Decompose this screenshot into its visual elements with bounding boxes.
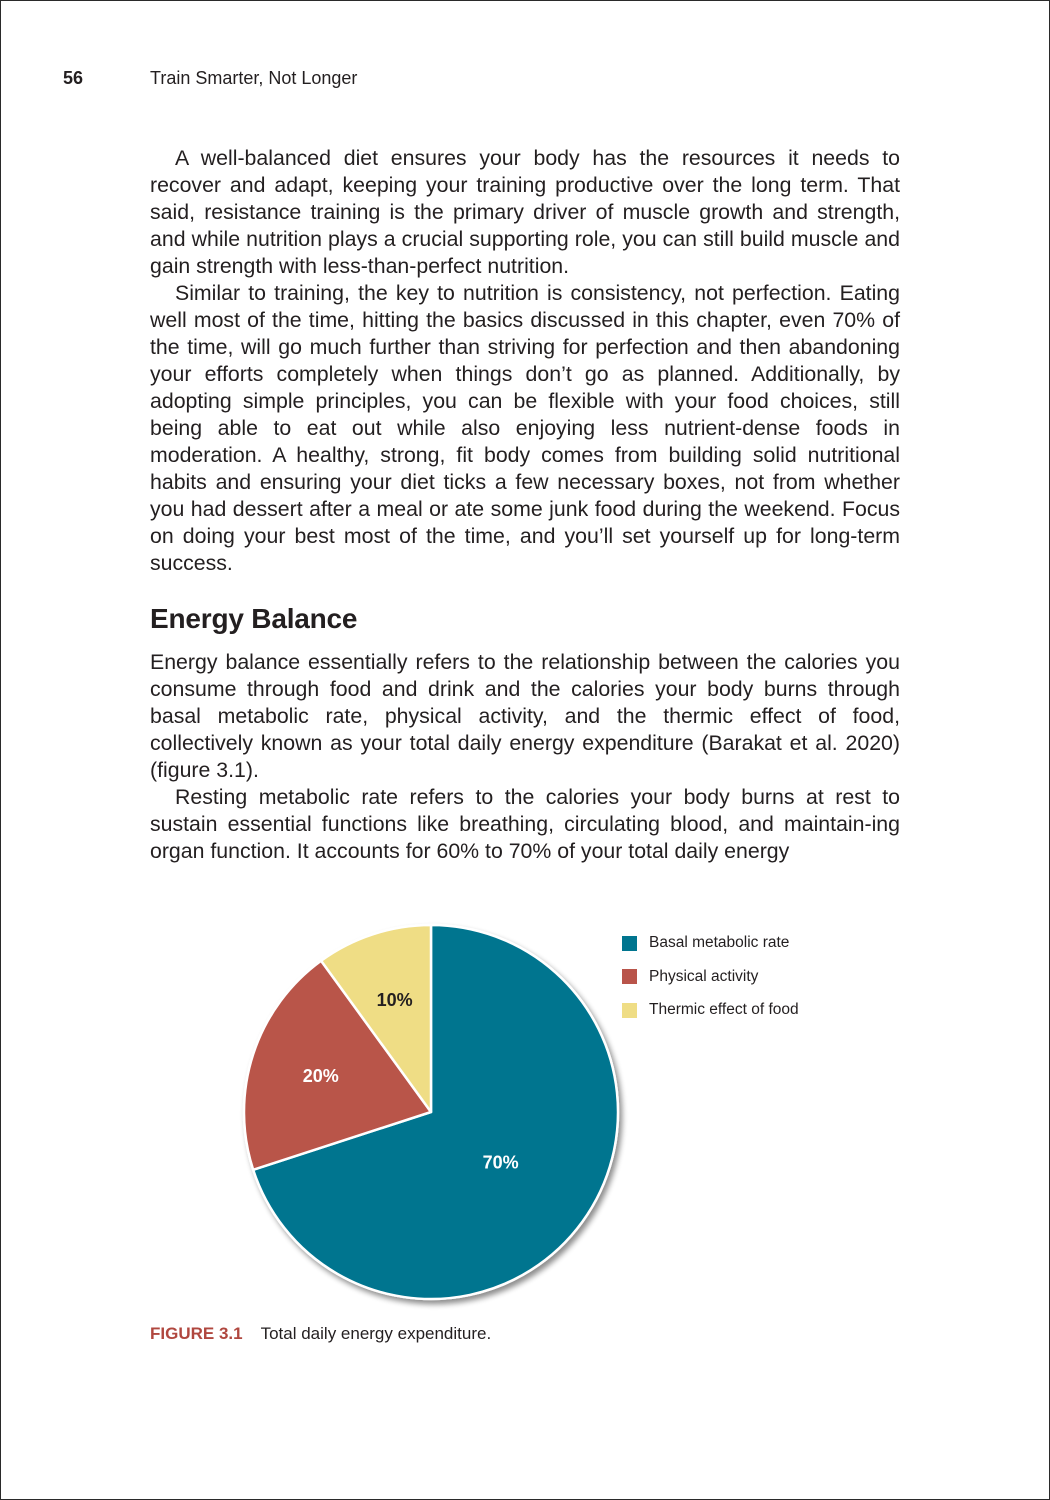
intro-text bbox=[150, 145, 900, 577]
pie-label-thermic-effect-of-food: 10% bbox=[376, 989, 413, 1010]
legend-item-basal-metabolic-rate bbox=[622, 932, 882, 954]
pie-label-physical-activity: 20% bbox=[302, 1066, 339, 1087]
pie-label-basal-metabolic-rate: 70% bbox=[482, 1152, 519, 1173]
running-title: Train Smarter, Not Longer bbox=[150, 68, 358, 88]
section-text bbox=[150, 649, 900, 865]
legend-label-thermic-effect-of-food: Thermic effect of food bbox=[649, 1001, 799, 1018]
pie-chart bbox=[230, 915, 640, 1315]
figure-label: FIGURE 3.1 bbox=[150, 1324, 243, 1343]
figure-caption bbox=[150, 1324, 491, 1344]
section-paragraph-2: Resting metabolic rate refers to the calories your body burns at rest to sustain essential functions like breathing, circulating blood, and maintain-ing organ function. It accounts for 60% to 70% of your total daily energy bbox=[150, 785, 900, 863]
legend-label-basal-metabolic-rate: Basal metabolic rate bbox=[649, 934, 790, 951]
legend-swatch-basal-metabolic-rate bbox=[622, 936, 637, 951]
section-paragraph-1: Energy balance essentially refers to the relationship between the calories you consume through food and drink and the calories your body burns through basal metabolic rate, physical activity, and the thermic effect of food, collectively known as your total daily energy expenditure (Barakat et al. 2020) (figure 3.1). bbox=[150, 650, 900, 782]
legend-item-thermic-effect-of-food bbox=[622, 999, 882, 1021]
intro-paragraph-1: A well-balanced diet ensures your body has the resources it needs to recover and adapt, keeping your training productive over the long term. That said, resistance training is the primary driver of muscle growth and strength, and while nutrition plays a crucial supporting role, you can still build muscle and gain strength with less-than-perfect nutrition. bbox=[150, 146, 900, 278]
legend-swatch-physical-activity bbox=[622, 969, 637, 984]
legend-label-physical-activity: Physical activity bbox=[649, 967, 759, 985]
figure-caption-text: Total daily energy expenditure. bbox=[260, 1324, 492, 1343]
legend-item-physical-activity bbox=[622, 966, 882, 988]
intro-paragraph-2: Similar to training, the key to nutrition is consistency, not perfection. Eating well most of the time, hitting the basics discussed in this chapter, even 70% of the time, will go much further than striving for perfection and then abandoning your efforts completely when things don’t go as planned. Additionally, by adopting simple principles, you can be flexible with your food choices, still being able to eat out while also enjoying less nutrient-dense foods in moderation. A healthy, strong, fit body comes from building solid nutritional habits and ensuring your diet ticks a few necessary boxes, not from whether you had dessert after a meal or ate some junk food during the weekend. Focus on doing your best most of the time, and you’ll set yourself up for long-term success. bbox=[150, 281, 900, 575]
legend-swatch-thermic-effect-of-food bbox=[622, 1003, 637, 1018]
chart-legend bbox=[622, 932, 882, 1033]
page-number: 56 bbox=[63, 68, 84, 88]
section-heading: Energy Balance bbox=[150, 603, 358, 634]
running-head bbox=[0, 68, 1050, 94]
